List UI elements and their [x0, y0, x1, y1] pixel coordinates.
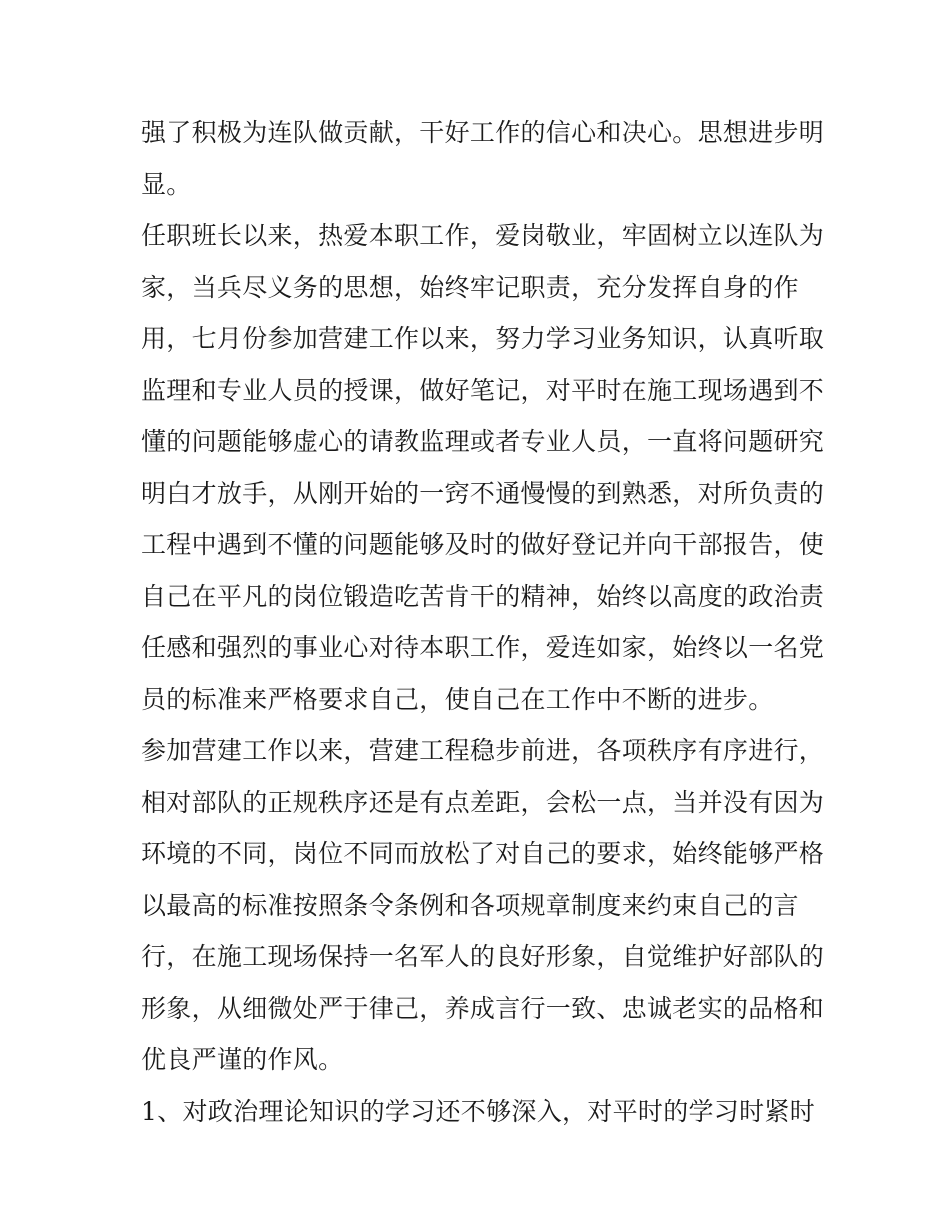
text-line: 强了积极为连队做贡献，干好工作的信心和决心。思想进步明 [141, 118, 825, 147]
text-line: 优良严谨的作风。 [141, 1045, 344, 1074]
text-line: 明白才放手，从刚开始的一窍不通慢慢的到熟悉，对所负责的 [141, 478, 825, 508]
text-line: 家，当兵尽义务的思想，始终牢记职责，充分发挥自身的作 [141, 272, 799, 302]
text-line: 自己在平凡的岗位锻造吃苦肯干的精神，始终以高度的政治责 [141, 581, 825, 611]
text-line: 1、对政治理论知识的学习还不够深入，对平时的学习时紧时 [141, 1096, 816, 1126]
text-line: 任感和强烈的事业心对待本职工作，爱连如家，始终以一名党 [141, 633, 825, 662]
text-line: 以最高的标准按照条令条例和各项规章制度来约束自己的言 [141, 890, 799, 920]
body-text [141, 107, 825, 1137]
text-line: 参加营建工作以来，营建工程稳步前进，各项秩序有序进行， [141, 736, 825, 765]
text-line: 懂的问题能够虚心的请教监理或者专业人员，一直将问题研究 [141, 427, 825, 456]
text-line: 相对部队的正规秩序还是有点差距，会松一点，当并没有因为 [141, 787, 825, 817]
text-line: 工程中遇到不懂的问题能够及时的做好登记并向干部报告，使 [141, 530, 825, 559]
text-line: 行，在施工现场保持一名军人的良好形象，自觉维护好部队的 [141, 942, 825, 971]
text-line: 监理和专业人员的授课，做好笔记，对平时在施工现场遇到不 [141, 375, 825, 405]
text-line: 任职班长以来，热爱本职工作，爱岗敬业，牢固树立以连队为 [141, 221, 825, 250]
text-line: 显。 [141, 169, 192, 199]
text-line: 形象，从细微处严于律己，养成言行一致、忠诚老实的品格和 [141, 993, 825, 1023]
text-line: 环境的不同，岗位不同而放松了对自己的要求，始终能够严格 [141, 839, 825, 868]
text-line: 用，七月份参加营建工作以来，努力学习业务知识，认真听取 [141, 324, 825, 353]
text-line: 员的标准来严格要求自己，使自己在工作中不断的进步。 [141, 684, 774, 714]
